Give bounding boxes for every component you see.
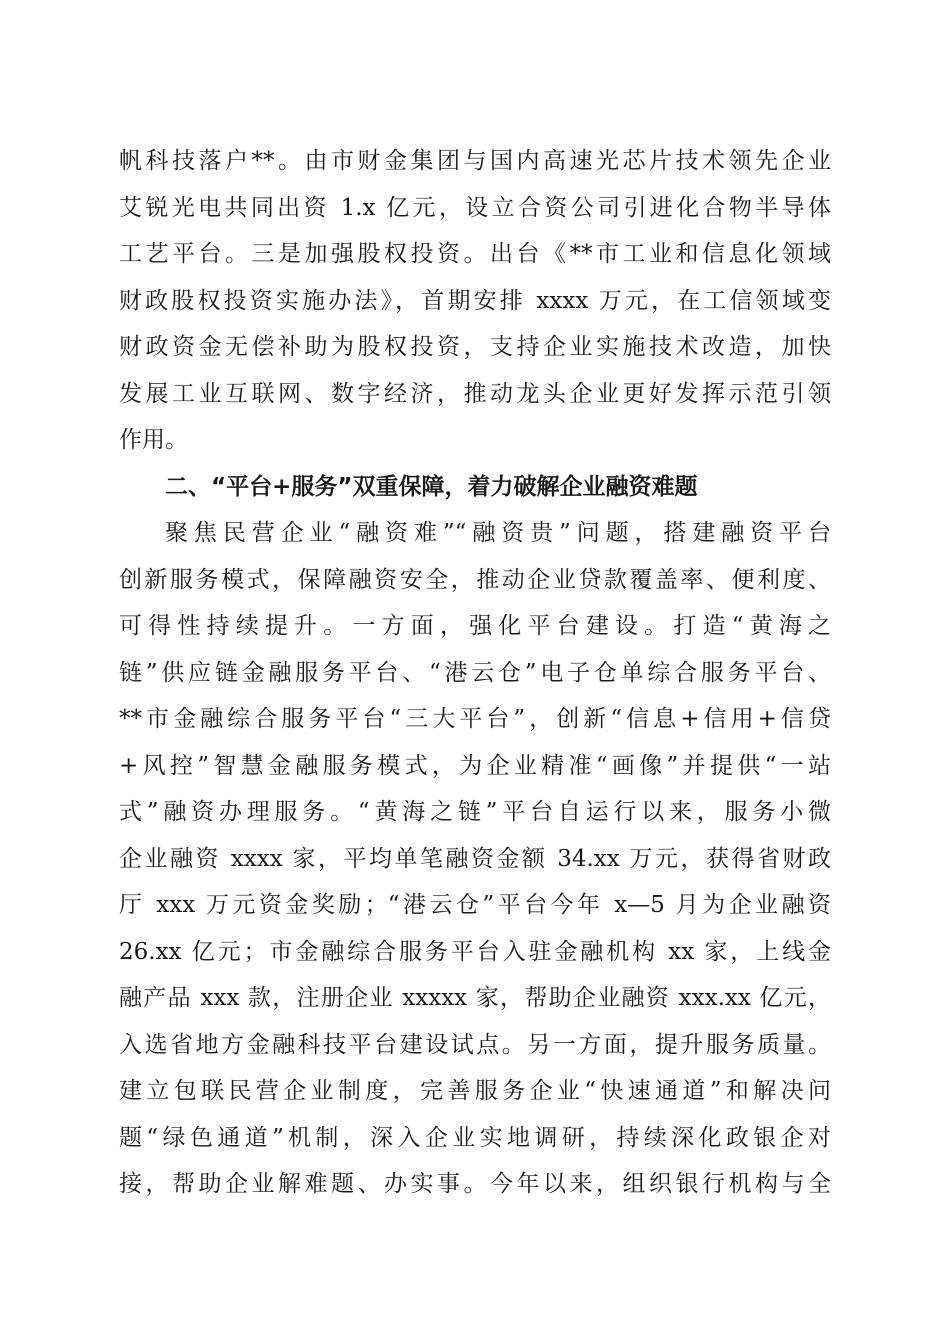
paragraph-line: 工艺平台。三是加强股权投资。出台《**市工业和信息化领域 (119, 241, 831, 267)
paragraph-line: 入选省地方金融科技平台建设试点。另一方面，提升服务质量。 (119, 1031, 831, 1058)
paragraph-line: 聚焦民营企业“融资难”“融资贵”问题，搭建融资平台 (165, 520, 831, 546)
paragraph-line: 26.xx 亿元；市金融综合服务平台入驻金融机构 xx 家，上线金 (119, 938, 831, 965)
paragraph-line: 财政资金无偿补助为股权投资，支持企业实施技术改造，加快 (119, 334, 831, 360)
document-body (119, 138, 831, 1208)
paragraph-line: 题“绿色通道”机制，深入企业实地调研，持续深化政银企对 (119, 1124, 831, 1151)
paragraph-line: 作用。 (119, 427, 188, 453)
paragraph-line: 企业融资 xxxx 家，平均单笔融资金额 34.xx 万元，获得省财政 (119, 845, 831, 872)
paragraph-line: 厅 xxx 万元资金奖励；“港云仓”平台今年 x—5 月为企业融资 (119, 892, 831, 918)
paragraph-line: 建立包联民营企业制度，完善服务企业“快速通道”和解决问 (119, 1078, 831, 1104)
paragraph-line: 艾锐光电共同出资 1.x 亿元，设立合资公司引进化合物半导体 (119, 194, 831, 221)
paragraph-line: 接，帮助企业解难题、办实事。今年以来，组织银行机构与全 (119, 1171, 831, 1197)
paragraph-line: 发展工业互联网、数字经济，推动龙头企业更好发挥示范引领 (119, 380, 831, 407)
section-heading: 二、“平台+服务”双重保障，着力破解企业融资难题 (165, 473, 698, 500)
paragraph-line: 式”融资办理服务。“黄海之链”平台自运行以来，服务小微 (119, 799, 831, 825)
paragraph-line: 可得性持续提升。一方面，强化平台建设。打造“黄海之 (119, 613, 831, 639)
paragraph-line: 财政股权投资实施办法》，首期安排 xxxx 万元，在工信领域变 (119, 287, 831, 314)
paragraph-line: **市金融综合服务平台“三大平台”，创新“信息+信用+信贷 (119, 706, 831, 732)
paragraph-line: +风控”智慧金融服务模式，为企业精准“画像”并提供“一站 (119, 752, 831, 779)
paragraph-line: 创新服务模式，保障融资安全，推动企业贷款覆盖率、便利度、 (119, 566, 831, 593)
paragraph-line: 链”供应链金融服务平台、“港云仓”电子仓单综合服务平台、 (119, 659, 831, 686)
paragraph-line: 融产品 xxx 款，注册企业 xxxxx 家，帮助企业融资 xxx.xx 亿元， (119, 985, 831, 1011)
paragraph-line: 帆科技落户**。由市财金集团与国内高速光芯片技术领先企业 (119, 148, 831, 174)
